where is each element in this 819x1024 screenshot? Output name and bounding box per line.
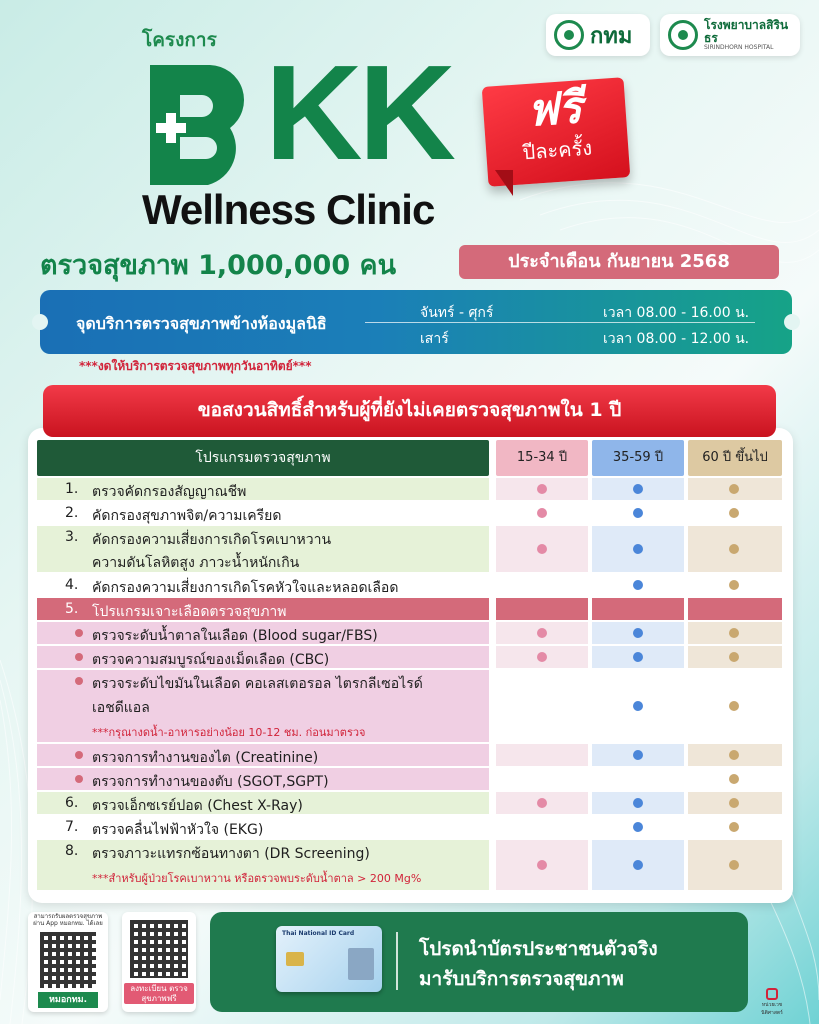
row-number: 2.	[65, 505, 79, 521]
included-dot-icon	[537, 628, 547, 638]
included-dot-icon	[633, 508, 643, 518]
age-cell	[592, 744, 684, 766]
included-dot-icon	[633, 652, 643, 662]
bullet-icon	[75, 653, 83, 661]
row-number: 1.	[65, 481, 79, 497]
service-place: จุดบริการตรวจสุขภาพข้างห้องมูลนิธิ	[76, 314, 327, 333]
included-dot-icon	[729, 652, 739, 662]
row-label-line2: ความดันโลหิตสูง ภาวะน้ำหนักเกิน	[92, 555, 300, 571]
included-dot-icon	[633, 580, 643, 590]
table-header-age-60plus: 60 ปี ขึ้นไป	[688, 440, 782, 476]
row-number: 4.	[65, 577, 79, 593]
included-dot-icon	[729, 822, 739, 832]
age-cell	[592, 622, 684, 644]
free-tag-tail	[495, 170, 513, 196]
bullet-icon	[75, 775, 83, 783]
id-reminder-line2: มารับบริการตรวจสุขภาพ	[419, 968, 624, 990]
age-cell	[688, 670, 782, 742]
row-number: 5.	[65, 601, 79, 617]
bkk-seal-icon	[554, 20, 584, 50]
age-cell	[496, 502, 588, 524]
hospital-name: โรงพยาบาลสิรินธร	[704, 17, 789, 45]
included-dot-icon	[537, 508, 547, 518]
age-cell	[592, 526, 684, 572]
app-qr-caption: สามารถรับผลตรวจสุขภาพผ่าน App หมอกทม. ได้เลย	[33, 913, 103, 927]
row-label: ตรวจคัดกรองสัญญาณชีพ	[92, 484, 247, 500]
included-dot-icon	[729, 750, 739, 760]
chip-icon	[286, 952, 304, 966]
schedule-days: จันทร์ - ศุกร์	[420, 305, 494, 321]
row-number: 3.	[65, 529, 79, 545]
brand-text	[265, 37, 452, 188]
row-label: ตรวจระดับน้ำตาลในเลือด (Blood sugar/FBS)	[92, 628, 378, 644]
age-cell	[688, 502, 782, 524]
row-label: ตรวจเอ็กซเรย์ปอด (Chest X-Ray)	[92, 798, 303, 814]
included-dot-icon	[633, 798, 643, 808]
included-dot-icon	[729, 860, 739, 870]
age-cell	[592, 646, 684, 668]
photo-icon	[348, 948, 374, 980]
age-cell	[496, 816, 588, 838]
row-label: ตรวจการทำงานของตับ (SGOT,SGPT)	[92, 774, 329, 790]
row-label: ตรวจความสมบูรณ์ของเม็ดเลือด (CBC)	[92, 652, 330, 668]
included-dot-icon	[633, 822, 643, 832]
included-dot-icon	[729, 580, 739, 590]
bkk-badge	[546, 14, 650, 56]
unit-logo	[755, 988, 789, 1016]
schedule-days: เสาร์	[420, 331, 449, 347]
age-cell	[688, 478, 782, 500]
age-cell	[496, 670, 588, 742]
age-cell	[688, 574, 782, 596]
register-label: ลงทะเบียน ตรวจสุขภาพฟรี	[124, 983, 194, 1004]
included-dot-icon	[729, 508, 739, 518]
row-label: คัดกรองสุขภาพจิต/ความเครียด	[92, 508, 282, 524]
age-cell	[688, 792, 782, 814]
age-cell	[496, 792, 588, 814]
table-header-program: โปรแกรมตรวจสุขภาพ	[37, 440, 489, 476]
service-info-bar	[40, 290, 792, 354]
id-card-icon	[276, 926, 382, 992]
age-cell	[496, 574, 588, 596]
divider	[396, 932, 398, 990]
age-cell	[688, 744, 782, 766]
included-dot-icon	[633, 701, 643, 711]
age-cell	[688, 646, 782, 668]
age-cell	[496, 646, 588, 668]
age-cell	[688, 768, 782, 790]
included-dot-icon	[729, 774, 739, 784]
age-cell	[496, 526, 588, 572]
bkk-badge-text: กทม	[590, 23, 633, 49]
hospital-name-en: SIRINDHORN HOSPITAL	[704, 43, 774, 51]
bullet-icon	[75, 751, 83, 759]
fasting-note: ***กรุณางดน้ำ-อาหารอย่างน้อย 10-12 ชม. ก่อนมาตรวจ	[92, 726, 366, 739]
register-qr-code[interactable]	[130, 920, 188, 978]
wellness-clinic-title: Wellness Clinic	[142, 186, 435, 233]
row-label: โปรแกรมเจาะเลือดตรวจสุขภาพ	[92, 604, 287, 620]
age-cell	[688, 526, 782, 572]
age-cell	[496, 622, 588, 644]
unit-logo-icon	[766, 988, 778, 1000]
included-dot-icon	[729, 798, 739, 808]
sunday-closed-note: ***งดให้บริการตรวจสุขภาพทุกวันอาทิตย์***	[79, 359, 312, 373]
id-card-title: Thai National ID Card	[282, 930, 355, 937]
included-dot-icon	[729, 701, 739, 711]
bullet-icon	[75, 629, 83, 637]
age-cell	[688, 622, 782, 644]
included-dot-icon	[633, 750, 643, 760]
included-dot-icon	[537, 860, 547, 870]
brand-letters: KK	[265, 37, 452, 188]
table-header-age-15-34: 15-34 ปี	[496, 440, 588, 476]
free-label: ฟรี	[525, 82, 584, 137]
age-cell	[592, 840, 684, 890]
age-cell	[496, 478, 588, 500]
included-dot-icon	[537, 652, 547, 662]
ticket-notch-left	[32, 314, 48, 330]
age-cell	[592, 670, 684, 742]
row-label-line2: เอชดีแอล	[92, 700, 150, 716]
included-dot-icon	[633, 628, 643, 638]
included-dot-icon	[729, 484, 739, 494]
age-cell	[592, 768, 684, 790]
age-cell	[688, 840, 782, 890]
id-card-reminder-text	[419, 934, 658, 994]
included-dot-icon	[537, 484, 547, 494]
checkup-title: ตรวจสุขภาพ 1,000,000 คน	[40, 250, 397, 281]
included-dot-icon	[633, 544, 643, 554]
row-label: ตรวจภาวะแทรกซ้อนทางตา (DR Screening)	[92, 846, 370, 862]
schedule-row	[420, 328, 750, 350]
included-dot-icon	[729, 628, 739, 638]
age-cell	[496, 598, 588, 620]
ticket-notch-right	[784, 314, 800, 330]
row-number: 8.	[65, 843, 79, 859]
age-cell	[688, 816, 782, 838]
included-dot-icon	[633, 860, 643, 870]
age-cell	[592, 574, 684, 596]
row-label: คัดกรองความเสี่ยงการเกิดโรคหัวใจและหลอดเลือด	[92, 580, 399, 596]
unit-logo-text: หน่วยเวชนิติศาสตร์	[761, 1002, 783, 1016]
row-label: คัดกรองความเสี่ยงการเกิดโรคเบาหวาน	[92, 532, 332, 548]
row-number: 6.	[65, 795, 79, 811]
age-cell	[496, 840, 588, 890]
schedule-row	[420, 302, 750, 324]
id-reminder-line1: โปรดนำบัตรประชาชนตัวจริง	[419, 938, 658, 960]
project-label: โครงการ	[142, 29, 217, 51]
hospital-badge	[660, 14, 800, 56]
app-name-label: หมอกทม.	[38, 992, 98, 1008]
bullet-icon	[75, 677, 83, 685]
age-cell	[592, 816, 684, 838]
schedule-time: เวลา 08.00 - 16.00 น.	[603, 305, 750, 321]
once-a-year-label: ปีละครั้ง	[521, 135, 593, 165]
eligibility-banner: ขอสงวนสิทธิ์สำหรับผู้ที่ยังไม่เคยตรวจสุขภาพใน 1 ปี	[43, 385, 776, 437]
row-number: 7.	[65, 819, 79, 835]
included-dot-icon	[729, 544, 739, 554]
age-cell	[496, 744, 588, 766]
app-qr-code[interactable]	[40, 932, 96, 988]
age-cell	[688, 598, 782, 620]
hospital-seal-icon	[668, 20, 698, 50]
age-cell	[592, 478, 684, 500]
month-label: ประจำเดือน กันยายน 2568	[459, 245, 779, 279]
included-dot-icon	[633, 484, 643, 494]
row-label: ตรวจการทำงานของไต (Creatinine)	[92, 750, 319, 766]
age-cell	[592, 502, 684, 524]
age-cell	[496, 768, 588, 790]
included-dot-icon	[537, 798, 547, 808]
included-dot-icon	[537, 544, 547, 554]
row-label: ตรวจคลื่นไฟฟ้าหัวใจ (EKG)	[92, 822, 264, 838]
table-header-age-35-59: 35-59 ปี	[592, 440, 684, 476]
schedule-time: เวลา 08.00 - 12.00 น.	[603, 331, 750, 347]
row-label: ตรวจระดับไขมันในเลือด คอเลสเตอรอล ไตรกลีเซอไรด์	[92, 676, 423, 692]
diabetes-note: ***สำหรับผู้ป่วยโรคเบาหวาน หรือตรวจพบระดับน้ำตาล > 200 Mg%	[92, 872, 422, 885]
age-cell	[592, 598, 684, 620]
age-cell	[592, 792, 684, 814]
